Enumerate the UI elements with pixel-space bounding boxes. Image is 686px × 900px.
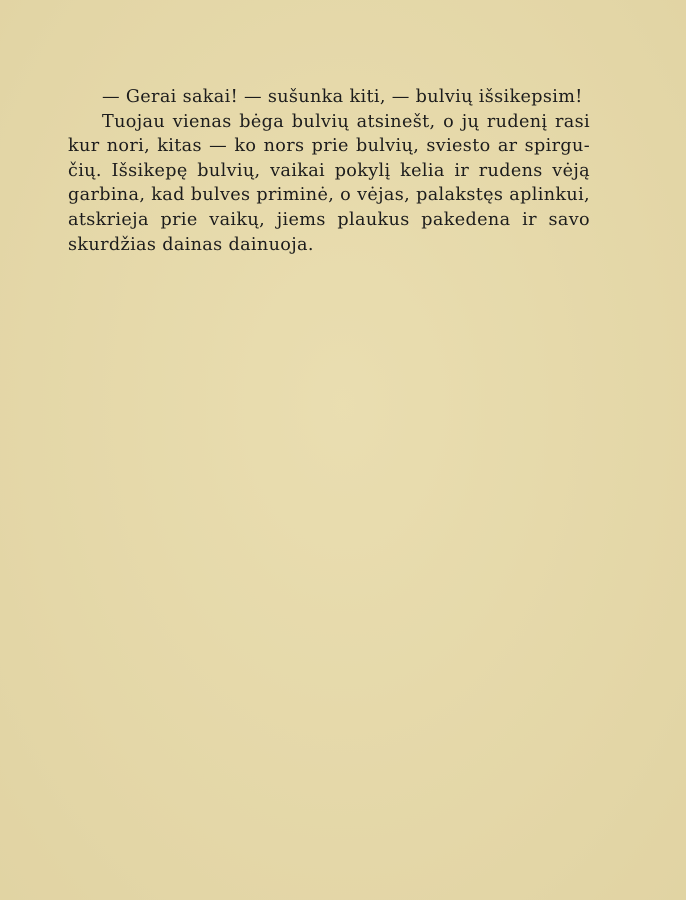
text-line: skurdžias dainas dainuoja. — [68, 234, 314, 255]
text-line: garbina, kad bulves priminė, o vėjas, palakstęs aplinkui, — [68, 185, 590, 206]
text-line: atskrieja prie vaikų, jiems plaukus pakedena ir savo — [68, 209, 590, 230]
page-text — [68, 85, 590, 257]
text-line: kur nori, kitas — ko nors prie bulvių, sviesto ar spirgu- — [68, 136, 590, 157]
text-line: čių. Išsikepę bulvių, vaikai pokylį kelia ir rudens vėją — [68, 160, 590, 181]
text-line: — Gerai sakai! — sušunka kiti, — bulvių išsikepsim! — [102, 87, 583, 107]
text-line: Tuojau vienas bėga bulvių atsinešt, o jų rudenį rasi — [102, 111, 590, 132]
